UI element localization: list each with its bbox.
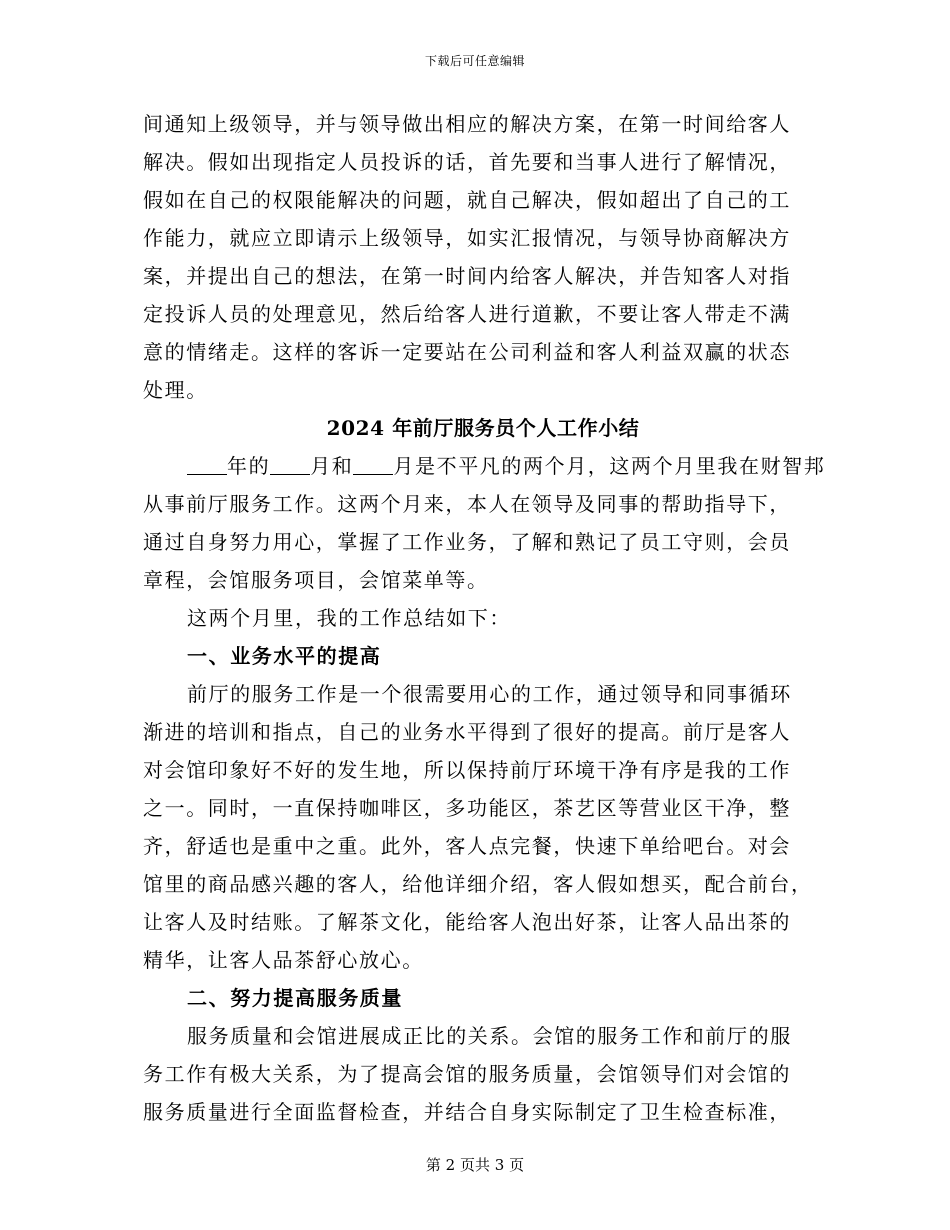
text-line: 前厅的服务工作是一个很需要用心的工作，通过领导和同事循环 xyxy=(187,682,792,706)
text-line: 之一。同时，一直保持咖啡区，多功能区，茶艺区等营业区干净，整 xyxy=(143,796,791,820)
page-footer: 第 2 页共 3 页 xyxy=(425,1156,525,1174)
text-line: 解决。假如出现指定人员投诉的话，首先要和当事人进行了解情况， xyxy=(143,150,791,174)
text-line: 作能力，就应立即请示上级领导，如实汇报情况，与领导协商解决方 xyxy=(143,226,791,250)
text-segment: 年的 xyxy=(227,454,271,478)
text-line-with-blanks xyxy=(143,447,826,485)
text-line: 馆里的商品感兴趣的客人，给他详细介绍，客人假如想买，配合前台， xyxy=(143,872,813,896)
text-line: 通过自身努力用心，掌握了工作业务，了解和熟记了员工守则，会员 xyxy=(143,530,791,554)
text-line: 渐进的培训和指点，自己的业务水平得到了很好的提高。前厅是客人 xyxy=(143,720,791,744)
fill-in-blank xyxy=(187,452,227,475)
text-line: 章程，会馆服务项目，会馆菜单等。 xyxy=(143,568,489,592)
section-heading: 一、业务水平的提高 xyxy=(187,644,382,668)
text-line: 假如在自己的权限能解决的问题，就自己解决，假如超出了自己的工 xyxy=(143,188,791,212)
document-title: 2024 年前厅服务员个人工作小结 xyxy=(326,416,640,440)
text-line: 服务质量进行全面监督检查，并结合自身实际制定了卫生检查标准， xyxy=(143,1100,791,1124)
text-line: 从事前厅服务工作。这两个月来，本人在领导及同事的帮助指导下， xyxy=(143,492,791,516)
text-line: 案，并提出自己的想法，在第一时间内给客人解决，并告知客人对指 xyxy=(143,264,791,288)
page-header: 下载后可任意编辑 xyxy=(424,54,525,68)
text-line: 齐，舒适也是重中之重。此外，客人点完餐，快速下单给吧台。对会 xyxy=(143,834,791,858)
text-line: 定投诉人员的处理意见，然后给客人进行道歉，不要让客人带走不满 xyxy=(143,302,791,326)
text-line: 让客人及时结账。了解茶文化，能给客人泡出好茶，让客人品出茶的 xyxy=(143,910,791,934)
text-segment: 月和 xyxy=(310,454,354,478)
document-body xyxy=(143,105,826,1131)
fill-in-blank xyxy=(353,452,393,475)
text-line: 对会馆印象好不好的发生地，所以保持前厅环境干净有序是我的工作 xyxy=(143,758,791,782)
text-line: 意的情绪走。这样的客诉一定要站在公司利益和客人利益双赢的状态 xyxy=(143,340,791,364)
text-line: 务工作有极大关系，为了提高会馆的服务质量，会馆领导们对会馆的 xyxy=(143,1062,791,1086)
text-line: 处理。 xyxy=(143,378,208,402)
text-line: 服务质量和会馆进展成正比的关系。会馆的服务工作和前厅的服 xyxy=(187,1024,792,1048)
fill-in-blank xyxy=(270,452,310,475)
section-heading: 二、努力提高服务质量 xyxy=(187,986,403,1010)
text-line: 间通知上级领导，并与领导做出相应的解决方案，在第一时间给客人 xyxy=(143,112,791,136)
text-line: 这两个月里，我的工作总结如下： xyxy=(187,606,511,630)
text-segment: 月是不平凡的两个月，这两个月里我在财智邦 xyxy=(393,454,826,478)
text-line: 精华，让客人品茶舒心放心。 xyxy=(143,948,424,972)
